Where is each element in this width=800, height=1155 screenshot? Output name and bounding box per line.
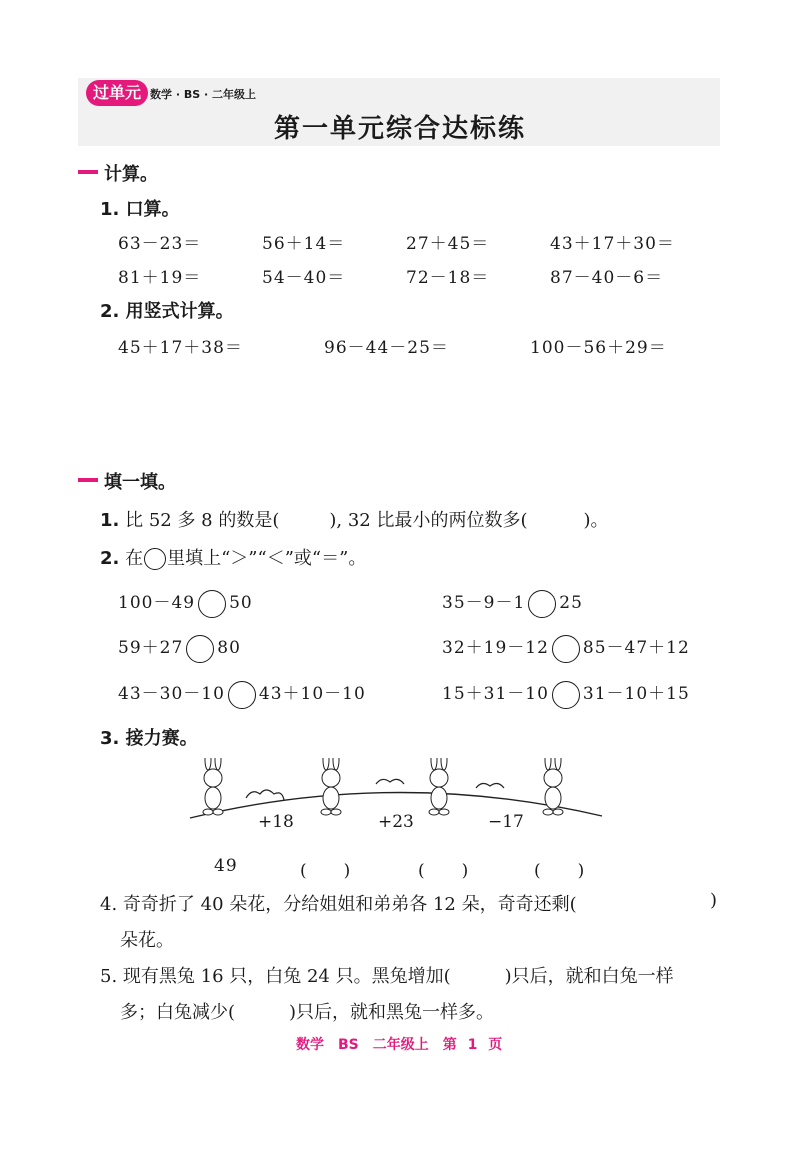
subject-line: 数学 · BS · 二年级上	[150, 88, 256, 101]
fill-q5-line1: 5. 现有黑兔 16 只，白兔 24 只。黑兔增加( )只后，就和白兔一样	[100, 966, 674, 987]
relay-blank[interactable]: ( )	[300, 861, 352, 881]
relay-start: 49	[214, 856, 238, 876]
circle-icon	[144, 548, 166, 570]
compare-left	[118, 679, 366, 709]
section-1-title: 计算。	[104, 164, 158, 185]
oral-calc-item: 43＋17＋30＝	[550, 234, 675, 254]
page-footer: 数学 BS 二年级上 第 1 页	[296, 1037, 503, 1053]
compare-expr: 59＋27	[118, 638, 184, 658]
fill-q2-text-a: 在	[125, 548, 144, 569]
compare-expr: 43＋10－10	[258, 684, 366, 704]
fill-q1	[100, 506, 609, 532]
compare-expr: 100－49	[118, 593, 196, 613]
fill-q2	[100, 544, 366, 570]
oral-calc-item: 27＋45＝	[406, 234, 490, 254]
q2-label: 2. 用竖式计算。	[100, 301, 234, 322]
fill-q4-line1: 4. 奇奇折了 40 朵花，分给姐姐和弟弟各 12 朵，奇奇还剩(	[100, 894, 577, 915]
compare-right	[442, 633, 690, 663]
cloud-icon	[246, 790, 284, 800]
compare-circle[interactable]	[186, 635, 214, 663]
compare-circle[interactable]	[528, 590, 556, 618]
compare-circle[interactable]	[552, 635, 580, 663]
rabbit-icon	[321, 758, 341, 815]
compare-expr: 15＋31－10	[442, 684, 549, 704]
fill-q1-part-b: ), 32 比最小的两位数多(	[329, 510, 528, 531]
oral-calc-item: 81＋19＝	[118, 268, 202, 288]
fill-q2-text-b: 里填上“＞”“＜”或“＝”。	[167, 548, 367, 569]
fill-q5-line2: 多；白兔减少( )只后，就和黑兔一样多。	[120, 1002, 495, 1023]
cloud-icon	[376, 779, 404, 784]
unit-badge: 过单元	[86, 80, 148, 106]
compare-expr: 32＋19－12	[442, 638, 549, 658]
compare-expr: 25	[559, 593, 583, 613]
vertical-calc-item: 45＋17＋38＝	[118, 338, 243, 358]
compare-left	[118, 588, 253, 618]
compare-expr: 43－30－10	[118, 684, 225, 704]
section-2-title: 填一填。	[104, 472, 176, 493]
rabbit-icon	[429, 758, 449, 815]
section-1-marker	[78, 170, 98, 174]
oral-calc-item: 72－18＝	[406, 268, 490, 288]
oral-calc-item: 54－40＝	[262, 268, 346, 288]
fill-q4-line1-end: )	[710, 890, 718, 911]
compare-right	[442, 679, 690, 709]
vertical-calc-item: 96－44－25＝	[324, 338, 449, 358]
fill-q2-num: 2.	[100, 548, 120, 569]
compare-circle[interactable]	[228, 681, 256, 709]
fill-q1-num: 1.	[100, 510, 120, 531]
section-2-marker	[78, 478, 98, 482]
compare-expr: 50	[229, 593, 253, 613]
relay-blank[interactable]: ( )	[418, 861, 470, 881]
rabbit-icon	[203, 758, 223, 815]
cloud-icon	[476, 783, 504, 788]
relay-op: −17	[488, 812, 524, 832]
fill-q1-part-c: )。	[583, 510, 609, 531]
relay-blank[interactable]: ( )	[534, 861, 586, 881]
oral-calc-item: 56＋14＝	[262, 234, 346, 254]
page-title: 第一单元综合达标练	[274, 114, 527, 144]
compare-expr: 80	[217, 638, 241, 658]
relay-op: +23	[378, 812, 414, 832]
compare-circle[interactable]	[552, 681, 580, 709]
q1-label: 1. 口算。	[100, 199, 180, 220]
rabbit-icon	[543, 758, 563, 815]
compare-circle[interactable]	[198, 590, 226, 618]
compare-expr: 31－10＋15	[582, 684, 690, 704]
compare-expr: 85－47＋12	[582, 638, 690, 658]
compare-expr: 35－9－1	[442, 593, 526, 613]
compare-left	[118, 633, 241, 663]
fill-q4-line2: 朵花。	[120, 930, 174, 951]
fill-q3-label: 3. 接力赛。	[100, 728, 198, 749]
fill-q1-part-a: 比 52 多 8 的数是(	[125, 510, 280, 531]
oral-calc-item: 63－23＝	[118, 234, 202, 254]
oral-calc-item: 87－40－6＝	[550, 268, 664, 288]
compare-right	[442, 588, 583, 618]
relay-op: +18	[258, 812, 294, 832]
vertical-calc-item: 100－56＋29＝	[530, 338, 667, 358]
